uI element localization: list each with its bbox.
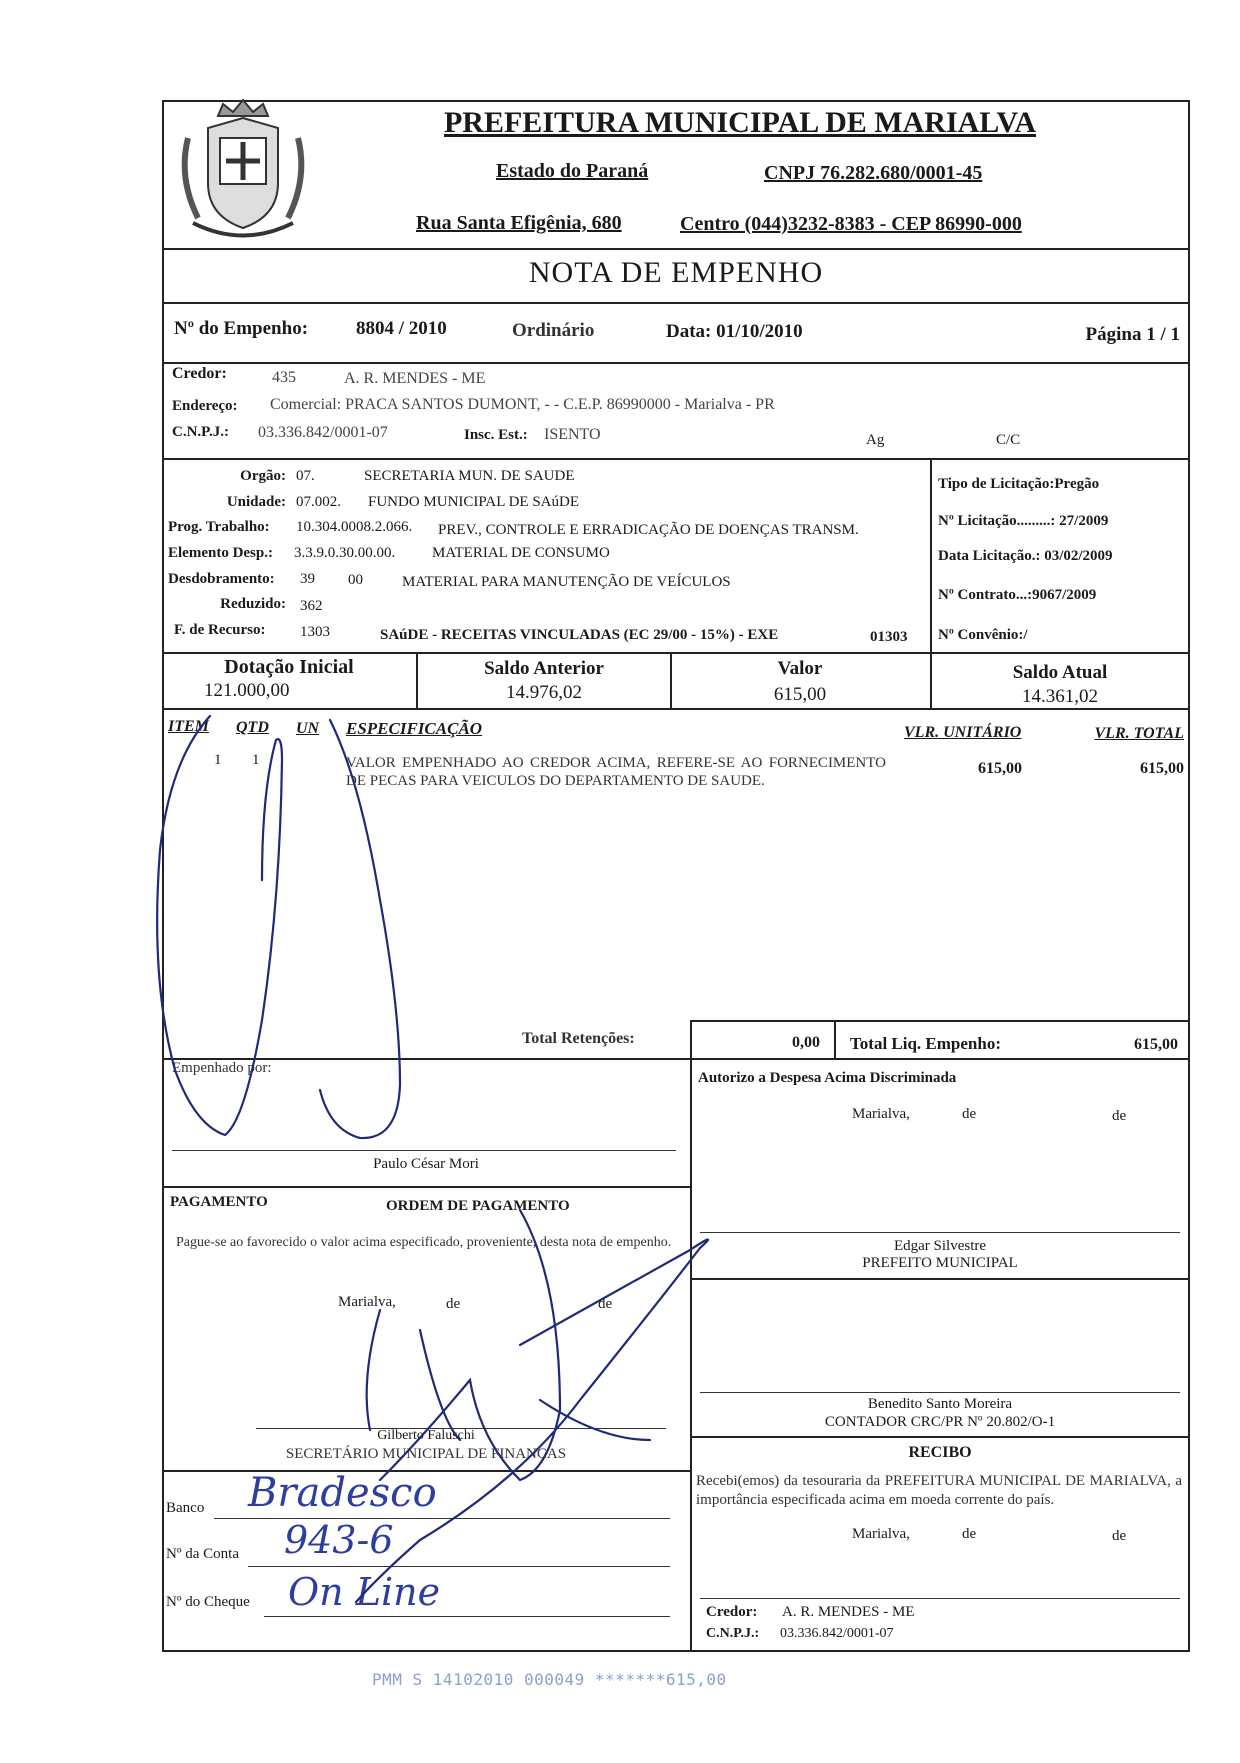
recibo-cnpj-label: C.N.P.J.: — [706, 1626, 760, 1641]
item-vlr-unitario: 615,00 — [978, 760, 1022, 777]
recurso-label: F. de Recurso: — [174, 622, 266, 638]
conta-valor: 943-6 — [284, 1518, 394, 1562]
pagamento-local: Marialva, — [338, 1294, 396, 1310]
page-title: PREFEITURA MUNICIPAL DE MARIALVA — [443, 106, 1037, 139]
credor-address: Comercial: PRACA SANTOS DUMONT, - - C.E.P. 86990000 - Marialva - PR — [270, 396, 775, 413]
empenho-data: Data: 01/10/2010 — [666, 321, 803, 342]
col-vlr-total: VLR. TOTAL — [1094, 725, 1184, 742]
retencoes-value: 0,00 — [792, 1034, 820, 1051]
banco-label: Banco — [166, 1500, 205, 1516]
autorizo-de1: de — [962, 1106, 977, 1122]
convenio-numero: Nº Convênio:/ — [938, 627, 1028, 643]
saldo-atual-label: Saldo Atual — [1012, 662, 1108, 683]
prefeito-cargo: PREFEITO MUNICIPAL — [862, 1255, 1018, 1271]
dotacao-label: Dotação Inicial — [224, 656, 354, 678]
autorizo-de2: de — [1112, 1108, 1127, 1124]
credor-cnpj: 03.336.842/0001-07 — [258, 424, 388, 441]
autenticacao-stamp: PMM S 14102010 000049 *******615,00 — [372, 1670, 727, 1689]
recibo-de1: de — [962, 1526, 977, 1542]
dotacao-value: 121.000,00 — [204, 680, 290, 701]
contador-cargo: CONTADOR CRC/PR Nº 20.802/O-1 — [824, 1414, 1056, 1430]
liquido-label: Total Liq. Empenho: — [850, 1034, 1001, 1053]
col-un: UN — [296, 720, 320, 737]
municipal-coat-of-arms-icon — [168, 98, 318, 246]
autorizo-local: Marialva, — [852, 1106, 910, 1122]
pagamento-label: PAGAMENTO — [170, 1194, 268, 1210]
desdobramento-b: 00 — [348, 572, 363, 588]
col-vlr-unitario: VLR. UNITÁRIO — [904, 724, 1022, 741]
item-especificacao: VALOR EMPENHADO AO CREDOR ACIMA, REFERE-SE AO FORNECIMENTO DE PECAS PARA VEICULOS DO DEPARTAMENTO DE SAUDE. — [346, 755, 886, 789]
unidade-label: Unidade: — [226, 494, 286, 510]
recurso-number: 01303 — [870, 629, 908, 645]
cheque-valor: On Line — [288, 1570, 441, 1614]
desdobramento-name: MATERIAL PARA MANUTENÇÃO DE VEÍCULOS — [402, 574, 731, 590]
ordem-pagamento-label: ORDEM DE PAGAMENTO — [386, 1198, 570, 1214]
prefeito-nome: Edgar Silvestre — [893, 1238, 987, 1254]
elemento-code: 3.3.9.0.30.00.00. — [294, 545, 396, 561]
endereco-label: Endereço: — [172, 398, 238, 414]
prog-label: Prog. Trabalho: — [168, 519, 270, 535]
credor-label: Credor: — [172, 365, 227, 382]
credor-code: 435 — [272, 369, 296, 386]
empenhado-label: Empenhado por: — [172, 1060, 272, 1076]
header-cnpj: CNPJ 76.282.680/0001-45 — [764, 162, 983, 184]
desdobramento-a: 39 — [300, 571, 315, 587]
recibo-local: Marialva, — [852, 1526, 910, 1542]
pagamento-de1: de — [446, 1296, 461, 1312]
cnpj-label: C.N.P.J.: — [172, 424, 229, 440]
insc-value: ISENTO — [544, 426, 601, 443]
retencoes-label: Total Retenções: — [522, 1030, 635, 1047]
empenho-number-label: Nº do Empenho: — [174, 318, 309, 339]
item-number: 1 — [214, 752, 222, 768]
reduzido-label: Reduzido: — [220, 596, 286, 612]
orgao-name: SECRETARIA MUN. DE SAUDE — [364, 468, 575, 484]
credor-name: A. R. MENDES - ME — [344, 370, 486, 387]
account-label: C/C — [996, 432, 1021, 448]
valor-label: Valor — [777, 658, 823, 679]
orgao-label: Orgão: — [240, 468, 286, 484]
pagamento-texto: Pague-se ao favorecido o valor acima especificado, proveniente, desta nota de empenho. — [176, 1235, 672, 1250]
conta-label: Nº da Conta — [166, 1546, 239, 1562]
licitacao-numero: Nº Licitação.........: 27/2009 — [938, 513, 1109, 529]
elemento-label: Elemento Desp.: — [168, 545, 273, 561]
unidade-name: FUNDO MUNICIPAL DE SAúDE — [368, 494, 579, 510]
recibo-de2: de — [1112, 1528, 1127, 1544]
prog-name: PREV., CONTROLE E ERRADICAÇÃO DE DOENÇAS TRANSM. — [438, 522, 859, 538]
header-contact: Centro (044)3232-8383 - CEP 86990-000 — [680, 213, 1022, 235]
empenho-tipo: Ordinário — [512, 320, 595, 341]
valor-value: 615,00 — [773, 684, 827, 705]
recurso-code: 1303 — [300, 624, 330, 640]
item-qtd: 1 — [252, 752, 260, 768]
recibo-credor: A. R. MENDES - ME — [782, 1604, 915, 1620]
saldo-anterior-value: 14.976,02 — [506, 682, 582, 703]
empenho-number: 8804 / 2010 — [356, 318, 447, 339]
col-qtd: QTD — [236, 719, 269, 736]
cheque-label: Nº do Cheque — [166, 1594, 250, 1610]
recibo-label: RECIBO — [908, 1444, 972, 1461]
estado-label: Estado do Paraná — [496, 160, 649, 182]
saldo-atual-value: 14.361,02 — [1022, 686, 1098, 707]
banco-valor: Bradesco — [248, 1470, 437, 1516]
desdobramento-label: Desdobramento: — [168, 571, 275, 587]
item-vlr-total: 615,00 — [1140, 760, 1184, 777]
autorizo-label: Autorizo a Despesa Acima Discriminada — [698, 1070, 957, 1086]
header-address: Rua Santa Efigênia, 680 — [416, 212, 622, 234]
liquido-value: 615,00 — [1134, 1036, 1178, 1053]
saldo-anterior-label: Saldo Anterior — [484, 658, 604, 679]
contador-nome: Benedito Santo Moreira — [867, 1396, 1013, 1412]
licitacao-data: Data Licitação.: 03/02/2009 — [938, 548, 1113, 564]
empenhado-nome: Paulo César Mori — [373, 1156, 479, 1172]
pagamento-de2: de — [598, 1296, 613, 1312]
col-especificacao: ESPECIFICAÇÃO — [346, 719, 483, 738]
recurso-name: SAúDE - RECEITAS VINCULADAS (EC 29/00 - 15%) - EXE — [380, 627, 779, 643]
secretario-cargo: SECRETÁRIO MUNICIPAL DE FINANÇAS — [285, 1446, 567, 1462]
licitacao-tipo: Tipo de Licitação:Pregão — [938, 476, 1100, 492]
contrato-numero: Nº Contrato...:9067/2009 — [938, 587, 1097, 603]
insc-label: Insc. Est.: — [464, 427, 528, 443]
elemento-name: MATERIAL DE CONSUMO — [432, 545, 610, 561]
recibo-texto: Recebi(emos) da tesouraria da PREFEITURA MUNICIPAL DE MARIALVA, a importância especificada acima em moeda corrente do país. — [696, 1473, 1182, 1508]
agency-label: Ag — [866, 432, 885, 448]
page-number: Página 1 / 1 — [1085, 324, 1180, 345]
recibo-cnpj: 03.336.842/0001-07 — [780, 1626, 894, 1641]
col-item: ITEM — [168, 718, 209, 735]
secretario-nome: Gilberto Faluschi — [377, 1428, 475, 1443]
unidade-code: 07.002. — [296, 494, 341, 510]
document-title: NOTA DE EMPENHO — [528, 256, 824, 289]
recibo-credor-label: Credor: — [706, 1604, 758, 1620]
reduzido-value: 362 — [300, 598, 323, 614]
prog-code: 10.304.0008.2.066. — [296, 519, 413, 535]
orgao-code: 07. — [296, 468, 315, 484]
